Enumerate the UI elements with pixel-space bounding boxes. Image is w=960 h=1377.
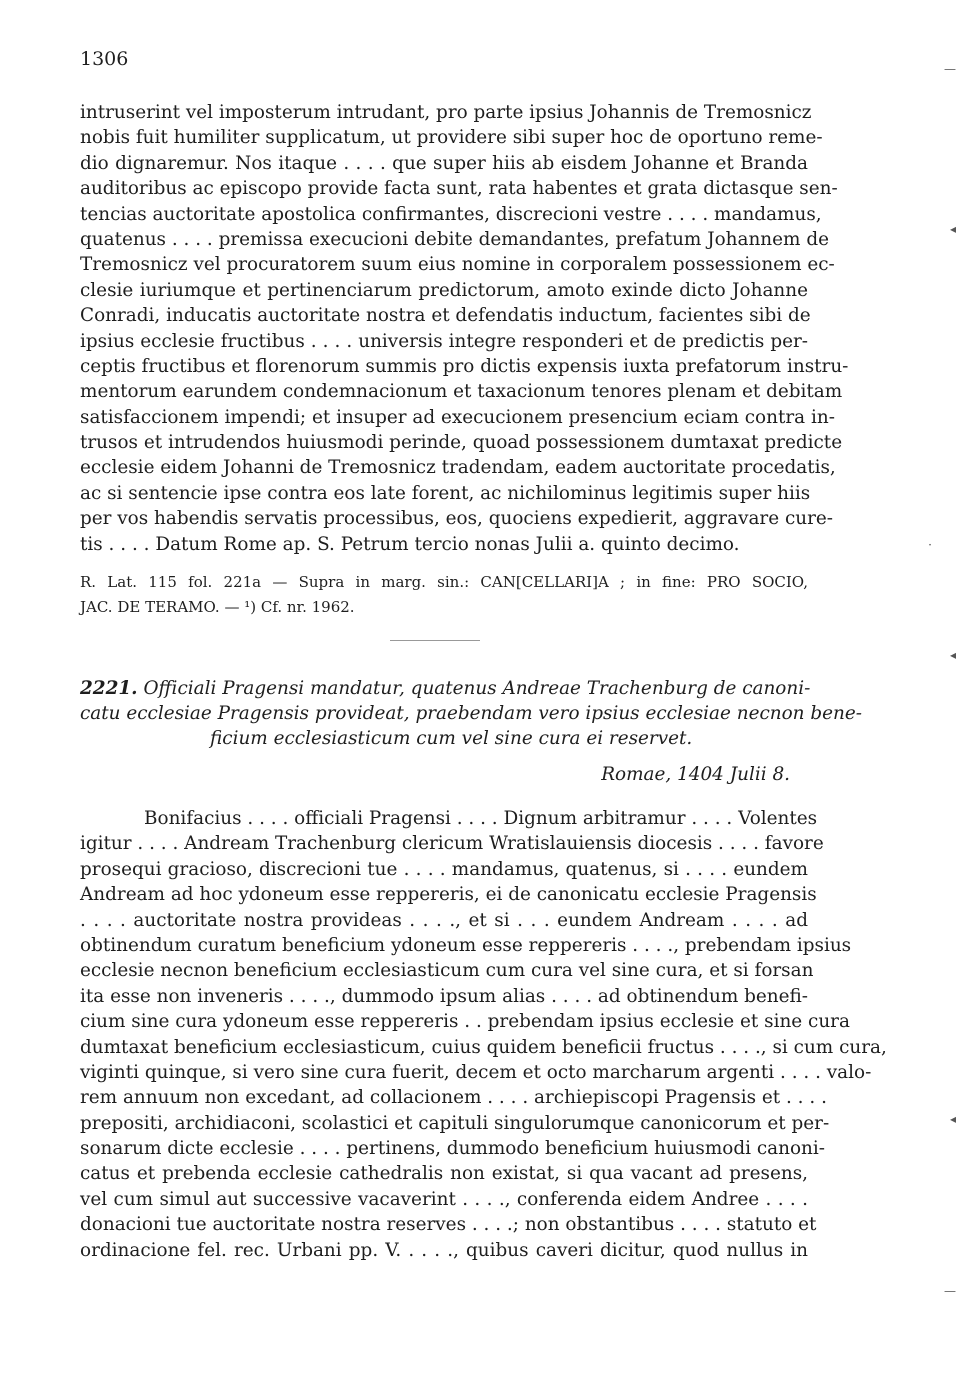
text-line: auditoribus ac episcopo provide facta sunt, rata habentes et grata dictasque sen- [80, 178, 838, 200]
text-line: prosequi gracioso, discrecioni tue . . . . mandamus, quatenus, si . . . . eundem [80, 858, 808, 880]
text-line: Conradi, inducatis auctoritate nostra et defendatis inductum, facientes sibi de [80, 305, 811, 327]
margin-mark: — [944, 1284, 956, 1298]
body-paragraph-2 [80, 806, 887, 1263]
text-line: vel cum simul aut successive vacaverint . . . ., conferenda eidem Andree . . . . [80, 1188, 808, 1210]
text-line: per vos habendis servatis processibus, eos, quociens expedierit, aggravare cure- [80, 508, 833, 530]
entry-dateline: Romae, 1404 Julii 8. [601, 764, 790, 785]
text-line: Tremosnicz vel procuratorem suum eius nomine in corporalem possessionem ec- [80, 254, 835, 276]
text-line: Bonifacius . . . . officiali Pragensi . . . . Dignum arbitramur . . . . Volentes [144, 808, 818, 829]
text-line: prepositi, archidiaconi, scolastici et capituli singulorumque canonicorum et per- [80, 1112, 830, 1134]
text-line: trusos et intrudendos huiusmodi perinde, quoad possessionem dumtaxat predicte [80, 432, 843, 454]
text-line: satisfaccionem impendi; et insuper ad execucionem presencium eciam contra in- [80, 406, 835, 428]
entry-number: 2221. [80, 678, 138, 699]
margin-mark: ◂ [949, 648, 956, 662]
heading-line [80, 701, 862, 726]
text-line: igitur . . . . Andream Trachenburg clericum Wratislauiensis diocesis . . . . favore [80, 833, 824, 855]
text-line: sonarum dicte ecclesie . . . . pertinens, dummodo beneficium huiusmodi canoni- [80, 1138, 826, 1160]
text-line: JAC. DE TERAMO. — ¹) Cf. nr. 1962. [80, 598, 355, 616]
heading-text: ficium ecclesiasticum cum vel sine cura ei reservet. [210, 728, 693, 749]
text-line: rem annuum non excedant, ad collacionem . . . . archiepiscopi Pragensis et . . . . [80, 1087, 827, 1109]
text-line: ecclesie eidem Johanni de Tremosnicz tradendam, eadem auctoritate procedatis, [80, 457, 836, 479]
text-line: nobis fuit humiliter supplicatum, ut providere sibi super hoc de oportuno reme- [80, 127, 823, 149]
text-line: quatenus . . . . premissa execucioni debite demandantes, prefatum Johannem de [80, 228, 829, 250]
text-line: Andream ad hoc ydoneum esse reppereris, ei de canonicatu ecclesie Pragensis [80, 884, 817, 906]
entry-heading [80, 676, 862, 751]
text-line: . . . . auctoritate nostra provideas . . . ., et si . . . eundem Andream . . . . ad [80, 909, 808, 931]
margin-mark: — [944, 62, 956, 76]
heading-text: Officiali Pragensi mandatur, quatenus Andreae Trachenburg de canoni- [143, 678, 811, 699]
text-line: mentorum earundem condemnacionum et taxacionum tenores plenam et debitam [80, 381, 843, 403]
body-paragraph-1 [80, 100, 849, 557]
heading-line [80, 726, 808, 751]
text-line: ecclesie necnon beneficium ecclesiasticum cum cura vel sine cura, et si forsan [80, 960, 814, 982]
text-line: clesie iuriumque et pertinenciarum predictorum, amoto exinde dicto Johanne [80, 279, 808, 301]
text-line: ipsius ecclesie fructibus . . . . universis integre responderi et de predictis per- [80, 330, 808, 352]
text-line: dio dignaremur. Nos itaque . . . . que super hiis ab eisdem Johanne et Branda [80, 152, 808, 174]
text-line: ita esse non inveneris . . . ., dummodo ipsum alias . . . . ad obtinendum benefi- [80, 985, 808, 1007]
heading-line [80, 676, 811, 701]
text-line: tis . . . . Datum Rome ap. S. Petrum tercio nonas Julii a. quinto decimo. [80, 533, 740, 555]
margin-mark: · [928, 538, 932, 552]
text-line: cium sine cura ydoneum esse reppereris . . prebendam ipsius ecclesie et sine cura [80, 1011, 850, 1033]
text-line: dumtaxat beneficium ecclesiasticum, cuius quidem beneficii fructus . . . ., si cum cura, [80, 1036, 887, 1058]
text-line: intruserint vel imposterum intrudant, pro parte ipsius Johannis de Tremosnicz [80, 102, 812, 123]
text-line: ordinacione fel. rec. Urbani pp. V. . . . ., quibus caveri dicitur, quod nullus in [80, 1239, 808, 1261]
margin-mark: ◂ [949, 1112, 956, 1126]
margin-mark: ◂ [949, 222, 956, 236]
text-line: viginti quinque, si vero sine cura fuerit, decem et octo marcharum argenti . . . . valo- [80, 1061, 872, 1083]
text-line: catus et prebenda ecclesie cathedralis non existat, si qua vacant ad presens, [80, 1163, 808, 1185]
text-line: ceptis fructibus et florenorum summis pro dictis expensis iuxta prefatorum instru- [80, 355, 849, 377]
page-number: 1306 [80, 48, 129, 70]
text-line: donacioni tue auctoritate nostra reserves . . . .; non obstantibus . . . . statuto et [80, 1214, 817, 1236]
heading-text: catu ecclesiae Pragensis provideat, praebendam vero ipsius ecclesiae necnon bene- [80, 703, 862, 724]
text-line: tencias auctoritate apostolica confirmantes, discrecioni vestre . . . . mandamus, [80, 203, 822, 225]
source-note [80, 570, 808, 620]
text-line: ac si sentencie ipse contra eos late forent, ac nichilominus legitimis super hiis [80, 482, 811, 504]
section-divider [390, 640, 480, 641]
text-line: R. Lat. 115 fol. 221a — Supra in marg. sin.: CAN[CELLARI]A ; in fine: PRO SOCIO, [80, 573, 808, 591]
text-line: obtinendum curatum beneficium ydoneum esse reppereris . . . ., prebendam ipsius [80, 934, 852, 956]
